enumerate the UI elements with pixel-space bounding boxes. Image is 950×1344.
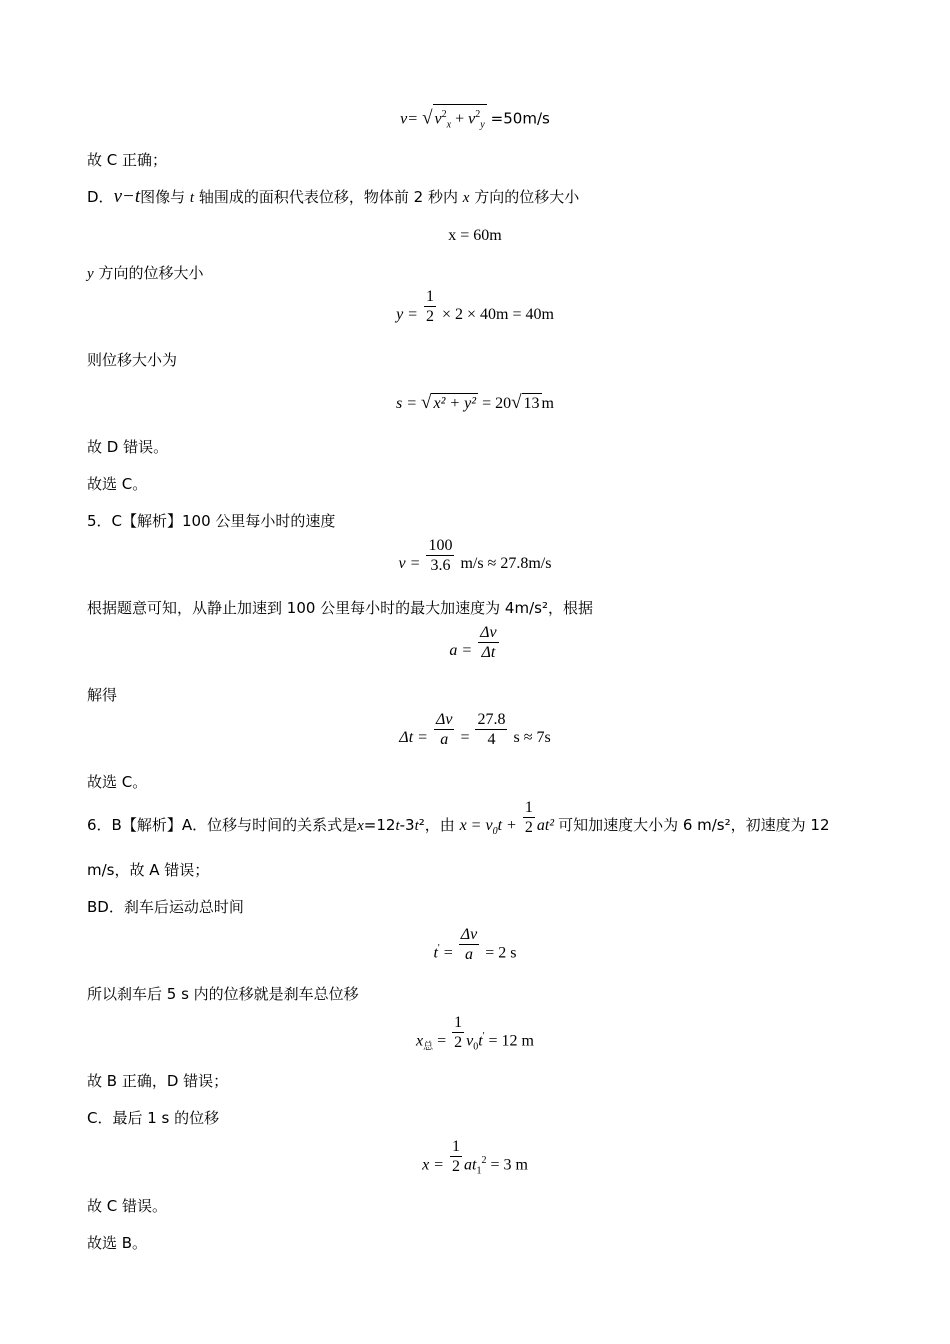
text-line: 故 B 正确，D 错误； — [87, 1072, 229, 1090]
eq-mid: = 20 — [482, 395, 512, 412]
fraction — [426, 536, 454, 575]
vy: v — [468, 110, 476, 128]
denominator: 2 — [451, 1158, 460, 1176]
vx-sub: x — [446, 119, 452, 131]
text-span: 方向的位移大小 — [474, 188, 580, 206]
numerator: Δv — [480, 624, 497, 641]
eq-lhs: a = — [449, 642, 473, 660]
text-line — [87, 263, 203, 284]
x-symbol: x — [462, 190, 470, 206]
v-symbol: v — [466, 1032, 474, 1050]
equation-resultant-velocity — [0, 104, 950, 135]
equals: = — [437, 1032, 447, 1050]
question-6-heading — [87, 798, 830, 842]
eq-lhs: y = — [396, 306, 418, 324]
denominator: a — [440, 731, 449, 748]
unit: m — [541, 395, 554, 412]
t-symbol: t — [478, 1032, 483, 1050]
sqrt-body — [433, 104, 487, 135]
text-span: 方向的位移大小 — [98, 264, 204, 282]
vt-symbol: v−t — [113, 186, 141, 207]
text-line: BD．刹车后运动总时间 — [87, 898, 244, 916]
denominator: Δt — [481, 644, 496, 661]
subscript: 总 — [423, 1041, 434, 1053]
eq-lhs: x = v — [459, 817, 493, 834]
text-span: ，由 — [424, 816, 455, 834]
text-line: 故选 B。 — [87, 1234, 148, 1252]
denominator: 2 — [524, 818, 533, 836]
numerator: 1 — [451, 1138, 460, 1156]
fraction — [434, 710, 455, 749]
fraction — [478, 623, 499, 662]
fraction — [523, 798, 535, 837]
vy-sup: 2 — [475, 109, 481, 120]
subscript: 1 — [476, 1165, 482, 1177]
text-line: 根据题意可知，从静止加速到 100 公里每小时的最大加速度为 4m/s²，根据 — [87, 599, 593, 617]
eq-rhs: × 2 × 40m = 40m — [441, 306, 554, 324]
sqrt-sign: √ — [422, 107, 433, 129]
inline-equation-kinematics — [459, 798, 559, 838]
plus: + — [451, 110, 469, 128]
equals: = — [460, 729, 470, 747]
eq-rhs: = 12 m — [488, 1032, 534, 1050]
eq-lhs: t — [433, 944, 438, 962]
text-line: C．最后 1 s 的位移 — [87, 1109, 220, 1127]
t-symbol: t — [189, 190, 195, 206]
numerator: 1 — [425, 288, 434, 305]
eq-lhs: x — [416, 1032, 424, 1050]
eq-lhs: v = — [398, 555, 421, 573]
vx: v — [434, 110, 442, 128]
eq-lhs: x = — [422, 1156, 444, 1174]
fraction — [452, 1013, 464, 1052]
fraction — [424, 287, 436, 326]
label-d: D． — [87, 188, 114, 206]
prime: ' — [482, 1031, 485, 1042]
eq-rhs: = 2 s — [485, 944, 517, 962]
denominator: 4 — [487, 731, 496, 748]
eq-rhs: m/s ≈ 27.8m/s — [460, 555, 552, 573]
text-span: 可知加速度大小为 6 m/s²，初速度为 12 — [558, 816, 830, 834]
numerator: 100 — [428, 537, 453, 554]
text-span: 图像与 — [140, 188, 186, 206]
numerator: 1 — [454, 1014, 463, 1032]
subscript: 0 — [492, 826, 498, 838]
eq-rhs: s ≈ 7s — [513, 729, 551, 747]
denominator: 2 — [454, 1034, 463, 1052]
text-span: =12 — [363, 816, 396, 834]
at-symbol: at — [463, 1156, 477, 1174]
t-symbol: t — [395, 818, 400, 834]
t-symbol: t — [414, 818, 419, 834]
sqrt-sign: √ — [421, 392, 432, 413]
text-line: 故 C 正确； — [87, 151, 168, 169]
equation-total-displacement — [0, 393, 950, 414]
text-line-d — [87, 187, 579, 208]
text-line: 所以刹车后 5 s 内的位移就是刹车总位移 — [87, 985, 359, 1003]
equation-y-displacement — [0, 288, 950, 326]
denominator: 3.6 — [430, 557, 451, 574]
numerator: 1 — [524, 798, 533, 816]
equation-x-displacement: x = 60m — [448, 227, 502, 244]
fraction — [450, 1137, 462, 1176]
denominator: 2 — [425, 308, 434, 325]
prime: ' — [437, 943, 440, 954]
fraction — [475, 710, 507, 749]
text-span: 轴围成的面积代表位移，物体前 2 秒内 — [198, 188, 458, 206]
y-symbol: y — [87, 266, 94, 282]
superscript: ² — [418, 816, 425, 834]
eq-v-lhs: v= — [400, 110, 419, 128]
eq-mid: t + — [497, 817, 517, 834]
equation-total-displacement-braking — [0, 1014, 950, 1058]
text-span: -3 — [399, 816, 415, 834]
denominator: a — [465, 946, 474, 964]
text-line: 故 D 错误。 — [87, 438, 169, 456]
numerator: Δv — [435, 711, 453, 728]
x-symbol: x — [357, 818, 364, 834]
subscript: 0 — [473, 1041, 479, 1053]
text-line: 故选 C。 — [87, 773, 148, 791]
vx-sup: 2 — [441, 109, 447, 120]
fraction — [459, 925, 480, 964]
eq-rhs: at² — [536, 817, 555, 834]
sqrt-body: x² + y² — [433, 395, 477, 412]
equation-last-second-displacement — [0, 1138, 950, 1182]
text-line: 则位移大小为 — [87, 351, 178, 369]
eq-lhs: Δt = — [399, 729, 428, 747]
sqrt-sign: √ — [511, 392, 522, 413]
text-line: m/s，故 A 错误； — [87, 861, 210, 879]
eq-lhs: s = — [396, 395, 418, 412]
numerator: Δv — [460, 926, 478, 944]
text-span: 6．B【解析】A．位移与时间的关系式是 — [87, 816, 358, 834]
eq-v-rhs: =50m/s — [490, 109, 550, 128]
text-line: 故选 C。 — [87, 475, 148, 493]
equation-speed-conversion — [0, 537, 950, 575]
text-line: 解得 — [87, 686, 118, 704]
equals: = — [443, 944, 453, 962]
sqrt-body: 13 — [523, 395, 540, 412]
numerator: 27.8 — [477, 711, 506, 728]
question-5-heading: 5．C【解析】100 公里每小时的速度 — [87, 512, 336, 530]
eq-rhs: = 3 m — [490, 1156, 528, 1174]
superscript: 2 — [481, 1155, 487, 1166]
vy-sub: y — [480, 119, 485, 131]
text-line: 故 C 错误。 — [87, 1197, 168, 1215]
